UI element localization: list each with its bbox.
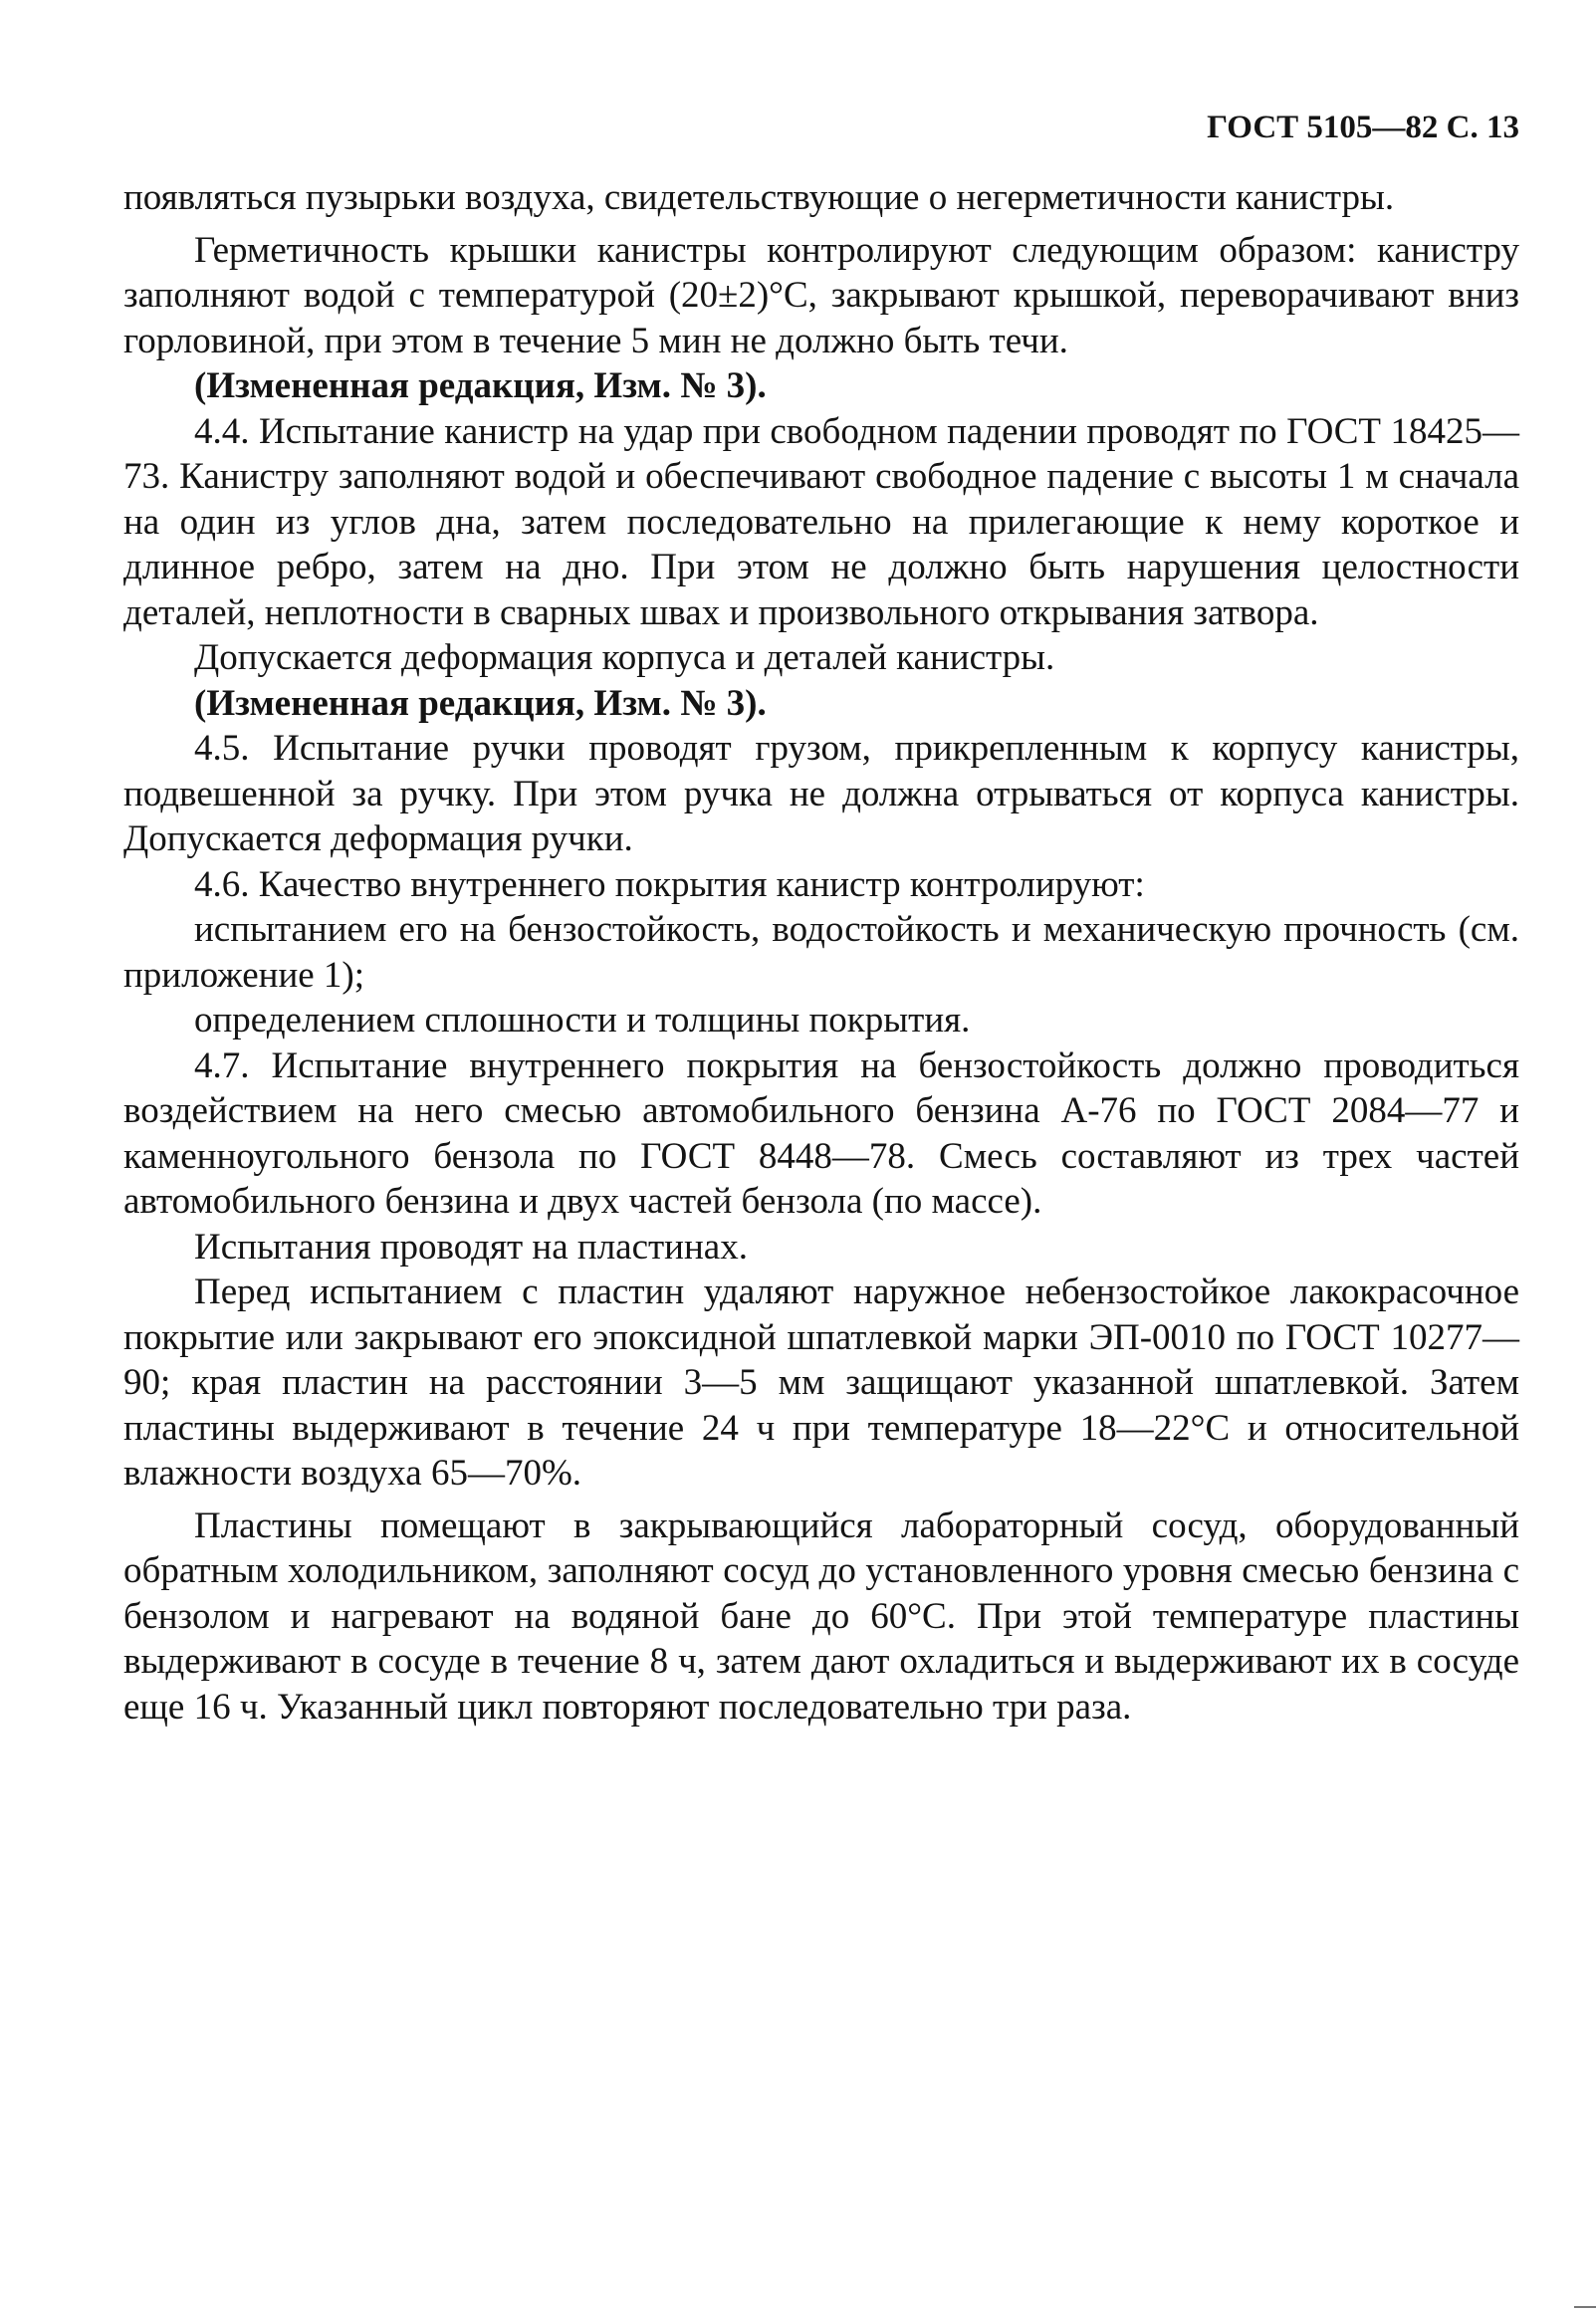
paragraph-deformation-allowed: Допускается деформация корпуса и деталей канистры. (194, 637, 1055, 678)
document-body (123, 175, 1519, 1730)
paragraph-lid-tightness: Герметичность крышки канистры контролируют следующим образом: канистру заполняют водой с температурой (20±2)°С, закрывают крышкой, переворачивают вниз горловиной, при этом в течение 5 мин не должно быть течи. (123, 229, 1519, 361)
paragraph-clause-4-6: 4.6. Качество внутреннего покрытия канистр контролируют: (194, 863, 1145, 905)
running-header: ГОСТ 5105—82 С. 13 (1207, 110, 1519, 145)
paragraph-plates-testing: Испытания проводят на пластинах. (194, 1226, 748, 1268)
paragraph-clause-4-5: 4.5. Испытание ручки проводят грузом, прикрепленным к корпусу канистры, подвешенной за ручку. При этом ручка не должна отрываться от корпуса канистры. Допускается деформация ручки. (123, 728, 1519, 859)
scan-edge-mark (1574, 2306, 1596, 2308)
paragraph-clause-4-4: 4.4. Испытание канистр на удар при свободном падении проводят по ГОСТ 18425—73. Канистру заполняют водой и обеспечивают свободное падение с высоты 1 м сначала на один из углов дна, затем последовательно на прилегающие к нему короткое и длинное ребро, затем на дно. При этом не должно быть нарушения целостности деталей, неплотности в сварных швах и произвольного открывания затвора. (123, 410, 1519, 633)
paragraph-clause-4-7: 4.7. Испытание внутреннего покрытия на бензостойкость должно проводиться воздействием на него смесью автомобильного бензина А-76 по ГОСТ 2084—77 и каменноугольного бензола по ГОСТ 8448—78. Смесь составляют из трех частей автомобильного бензина и двух частей бензола (по массе). (123, 1044, 1519, 1222)
paragraph-plates-preparation: Перед испытанием с пластин удаляют наружное небензостойкое лакокрасочное покрытие или закрывают его эпоксидной шпатлевкой марки ЭП-0010 по ГОСТ 10277—90; края пластин на расстоянии 3—5 мм защищают указанной шпатлевкой. Затем пластины выдерживают в течение 24 ч при температуре 18—22°С и относительной влажности воздуха 65—70%. (123, 1272, 1519, 1494)
document-page (123, 108, 1519, 1730)
paragraph-plates-procedure: Пластины помещают в закрывающийся лабораторный сосуд, оборудованный обратным холодильником, заполняют сосуд до установленного уровня смесью бензина с бензолом и нагревают на водяной бане до 60°С. При этой температуре пластины выдерживают в сосуде в течение 8 ч, затем дают охладиться и выдерживают их в сосуде еще 16 ч. Указанный цикл повторяют последовательно три раза. (123, 1504, 1519, 1728)
paragraph-coating-continuity-item: определением сплошности и толщины покрытия. (194, 1000, 971, 1041)
paragraph-continuation: появляться пузырьки воздуха, свидетельствующие о негерметичности канистры. (123, 177, 1395, 218)
amendment-note: (Измененная редакция, Изм. № 3). (194, 365, 767, 406)
amendment-note: (Измененная редакция, Изм. № 3). (194, 682, 767, 724)
paragraph-coating-test-item: испытанием его на бензостойкость, водостойкость и механическую прочность (см. приложение 1); (123, 909, 1519, 996)
